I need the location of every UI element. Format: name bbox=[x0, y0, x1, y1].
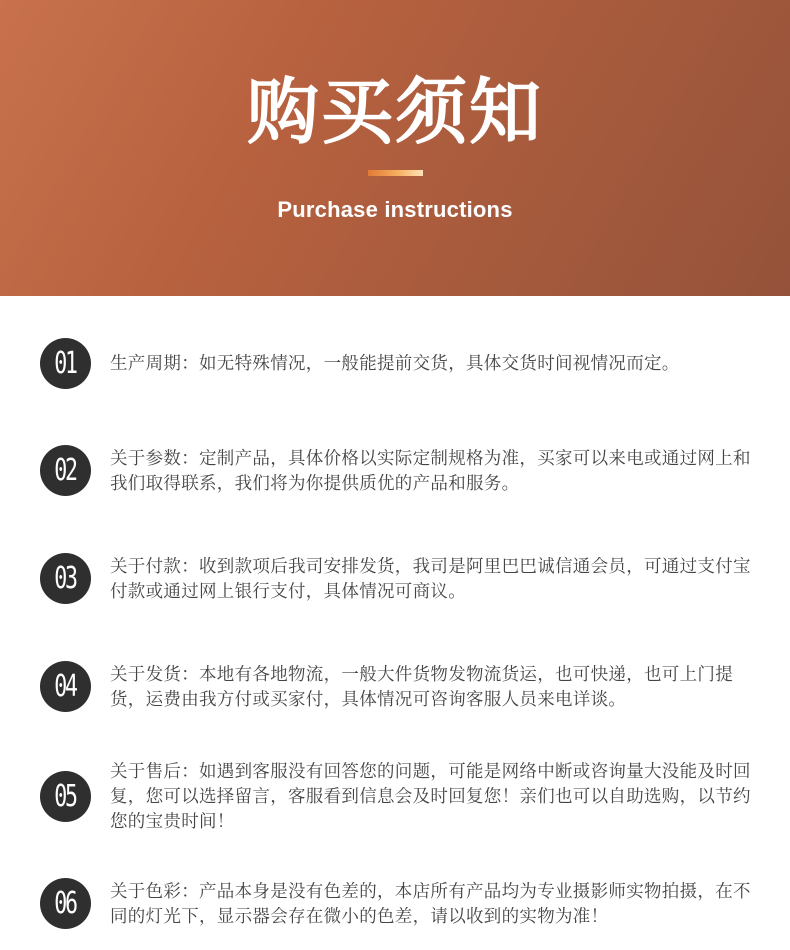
page-subtitle: Purchase instructions bbox=[277, 197, 513, 222]
number-badge: 02 bbox=[40, 445, 91, 496]
instruction-text: 关于付款：收到款项后我司安排发货，我司是阿里巴巴诚信通会员，可通过支付宝付款或通过网上银行支付，具体情况可商议。 bbox=[110, 557, 751, 602]
number-badge: 04 bbox=[40, 661, 91, 712]
instruction-text: 关于色彩：产品本身是没有色差的，本店所有产品均为专业摄影师实物拍摄，在不同的灯光下，显示器会存在微小的色差，请以收到的实物为准！ bbox=[110, 882, 751, 927]
number-badge: 05 bbox=[40, 771, 91, 822]
number-badge: 01 bbox=[40, 338, 91, 389]
header-banner bbox=[0, 0, 790, 296]
page-title: 购买须知 bbox=[246, 70, 543, 154]
instruction-text: 关于发货：本地有各地物流，一般大件货物发物流货运，也可快递，也可上门提货，运费由我方付或买家付，具体情况可咨询客服人员来电详谈。 bbox=[110, 665, 733, 710]
instruction-text: 生产周期：如无特殊情况，一般能提前交货，具体交货时间视情况而定。 bbox=[110, 354, 680, 374]
number-badge: 03 bbox=[40, 553, 91, 604]
instruction-text: 关于售后：如遇到客服没有回答您的问题，可能是网络中断或咨询量大没能及时回复，您可以选择留言，客服看到信息会及时回复您！亲们也可以自助选购，以节约您的宝贵时间！ bbox=[110, 762, 751, 832]
instruction-text: 关于参数：定制产品，具体价格以实际定制规格为准，买家可以来电或通过网上和我们取得联系，我们将为你提供质优的产品和服务。 bbox=[110, 449, 751, 494]
number-badge: 06 bbox=[40, 878, 91, 929]
title-divider bbox=[368, 170, 423, 176]
